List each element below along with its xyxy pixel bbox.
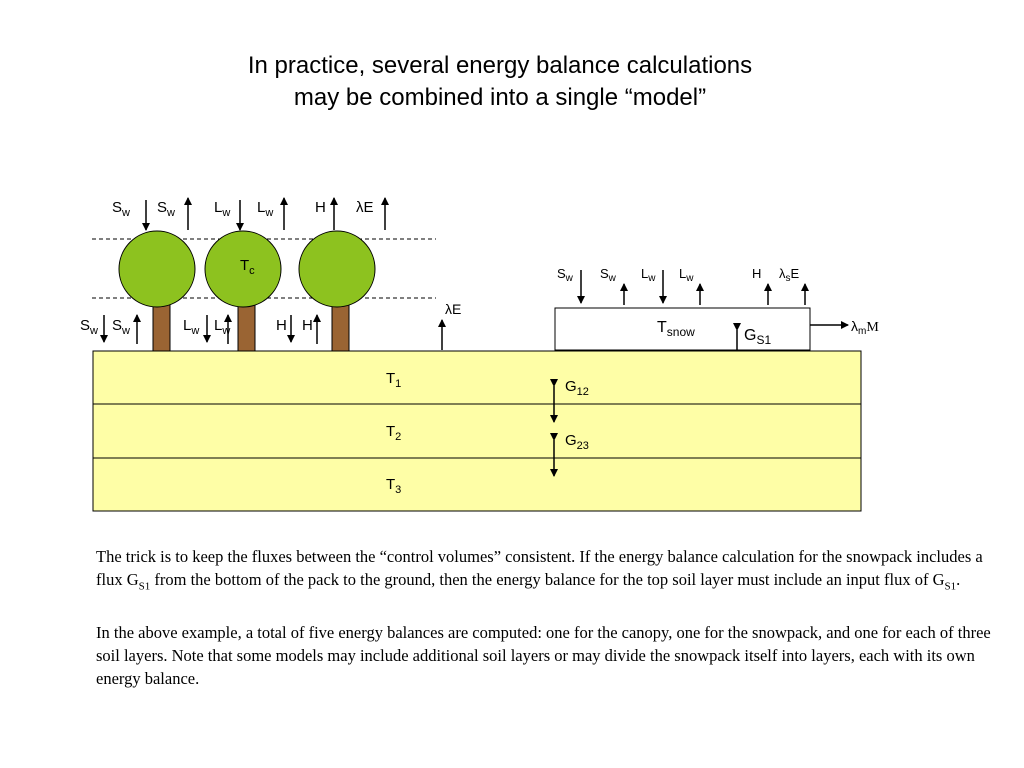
snow-latent-label: $\lambda_sE$ — [779, 266, 800, 284]
flux-label: $L_w$ — [183, 317, 200, 337]
snow-top-fluxes — [557, 266, 805, 305]
flux-label: H — [276, 317, 287, 334]
melt-flux-label: $\lambda_mM$ — [851, 318, 879, 337]
title-line-2: may be combined into a single “model” — [293, 84, 707, 111]
snow-temperature-label: $T_{snow}$ — [657, 319, 695, 339]
flux-label: H — [315, 199, 326, 216]
soil-layer-1 — [93, 351, 861, 404]
soil-flux-label: $G_{12}$ — [565, 378, 589, 398]
flux-label: $L_w$ — [679, 266, 694, 284]
title-line-1: In practice, several energy balance calculations — [247, 52, 753, 79]
soil-layer-2 — [93, 404, 861, 458]
flux-label: $S_w$ — [557, 266, 573, 284]
soil-temperature-label: $T_3$ — [386, 476, 402, 496]
flux-label: $S_w$ — [157, 199, 175, 219]
flux-label: H — [752, 266, 762, 281]
flux-label: $S_w$ — [600, 266, 616, 284]
explanation-text — [96, 545, 996, 713]
soil-temperature-label: $T_1$ — [386, 370, 402, 390]
soil-temperature-label: $T_2$ — [386, 423, 402, 443]
flux-label: $L_w$ — [214, 199, 231, 219]
paragraph-1: The trick is to keep the fluxes between the “control volumes” consistent. If the energy balance calculation for the snowpack includes a flux $G_{S1}$ from the bottom of the pack to the ground, then the energy balance for the top soil layer must include an input flux of $G_{S1}$. — [96, 547, 983, 593]
soil-layer-3 — [93, 458, 861, 511]
snow-ground-flux-label: $G_{S1}$ — [744, 327, 772, 347]
canopy-temperature-label: $T_c$ — [240, 257, 255, 277]
flux-label: H — [302, 317, 313, 334]
flux-label: $L_w$ — [641, 266, 656, 284]
tree-icon — [119, 231, 195, 307]
flux-label: $S_w$ — [80, 317, 98, 337]
canopy-bottom-fluxes — [80, 315, 317, 344]
flux-label: $S_w$ — [112, 199, 130, 219]
canopy-top-fluxes — [112, 198, 385, 230]
flux-label: $L_w$ — [257, 199, 274, 219]
ground-latent-label: λE — [445, 301, 462, 317]
tree-icon — [299, 231, 375, 307]
flux-label: $S_w$ — [112, 317, 130, 337]
paragraph-2: In the above example, a total of five energy balances are computed: one for the canopy, one for the snowpack, and one for each of three soil layers. Note that some models may include additional soil layers or may divide the snowpack itself into layers, each with its own energy balance. — [96, 623, 991, 689]
soil-flux-label: $G_{23}$ — [565, 432, 589, 452]
flux-label: λE — [356, 199, 374, 216]
flux-label: $L_w$ — [214, 317, 231, 337]
